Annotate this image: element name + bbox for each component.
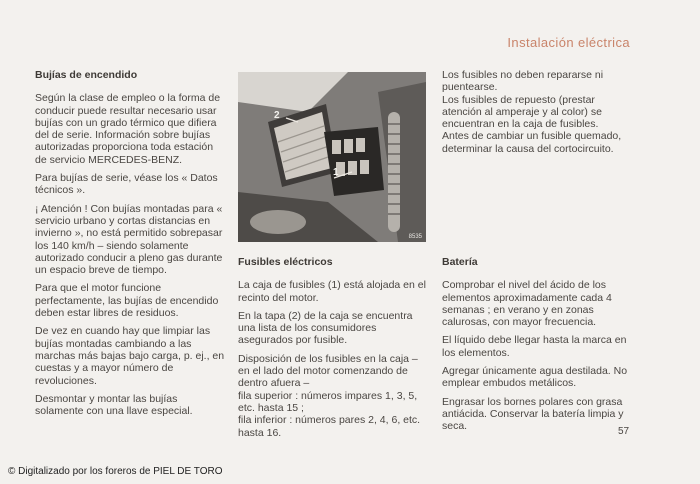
paragraph: La caja de fusibles (1) está alojada en el recinto del motor. bbox=[238, 279, 426, 304]
paragraph: Según la clase de empleo o la forma de conducir puede resultar necesario usar bujías con un grado térmico que difiera del de serie. Información sobre bujías autorizadas proporciona toda estación de servicio MERCEDES-BENZ. bbox=[35, 92, 221, 166]
engine-bay-photo bbox=[238, 72, 426, 242]
paragraph: El líquido debe llegar hasta la marca en los elementos. bbox=[442, 334, 627, 359]
heading-fuses: Fusibles eléctricos bbox=[238, 256, 333, 268]
paragraph: Antes de cambiar un fusible quemado, determinar la causa del cortocircuito. bbox=[442, 130, 622, 155]
paragraph: De vez en cuando hay que limpiar las bujías montadas cambiando a las marchas más bajas bajo carga, p. ej., en cuestas y a mayor número de revoluciones. bbox=[35, 325, 225, 387]
paragraph: Para que el motor funcione perfectamente, las bujías de encendido deben estar libres de residuos. bbox=[35, 282, 219, 320]
heading-battery: Batería bbox=[442, 256, 478, 268]
paragraph: Agregar únicamente agua destilada. No emplear embudos metálicos. bbox=[442, 365, 628, 390]
paragraph: En la tapa (2) de la caja se encuentra una lista de los consumidores asegurados por fusible. bbox=[238, 309, 413, 347]
photo-code: 8535 bbox=[408, 234, 422, 240]
heading-spark-plugs: Bujías de encendido bbox=[35, 69, 138, 81]
paragraph: fila inferior : números pares 2, 4, 6, etc. hasta 16. bbox=[238, 414, 421, 439]
column-fuses bbox=[238, 256, 428, 445]
paragraph: Engrasar los bornes polares con grasa antiácida. Conservar la batería limpia y seca. bbox=[442, 395, 624, 433]
page-number: 57 bbox=[618, 426, 630, 437]
paragraph: Comprobar el nivel del ácido de los elementos aproximadamente cada 4 semanas ; en verano y en zonas calurosas, con mayor frecuencia. bbox=[442, 279, 612, 329]
paragraph: Disposición de los fusibles en la caja – en el lado del motor comenzando de dentro afuera – bbox=[238, 352, 418, 390]
paragraph: Los fusibles no deben repararse ni puentearse. bbox=[442, 69, 604, 94]
callout-2: 2 bbox=[274, 110, 280, 121]
paragraph: fila superior : números impares 1, 3, 5, etc. hasta 15 ; bbox=[238, 389, 418, 414]
column-fuses-continued bbox=[442, 69, 634, 161]
fuse-box-illustration bbox=[238, 72, 426, 242]
section-title: Instalación eléctrica bbox=[507, 35, 630, 50]
paragraph: Los fusibles de repuesto (prestar atención al amperaje y al color) se encuentran en la caja de fusibles. bbox=[442, 93, 602, 131]
callout-1: 1 bbox=[333, 167, 339, 178]
paragraph: ¡ Atención ! Con bujías montadas para « servicio urbano y cortas distancias en invierno », no está permitido sobrepasar los 140 km/h – siendo solamente autorizado conducir a pleno gas durante un espacio breve de tiempo. bbox=[35, 202, 223, 277]
paragraph: Desmontar y montar las bujías solamente con una llave especial. bbox=[35, 392, 193, 418]
paragraph: Para bujías de serie, véase los « Datos técnicos ». bbox=[35, 172, 218, 197]
footer-credit: © Digitalizado por los foreros de PIEL DE TORO bbox=[8, 466, 223, 477]
column-spark-plugs bbox=[35, 69, 225, 423]
column-battery bbox=[442, 256, 634, 439]
